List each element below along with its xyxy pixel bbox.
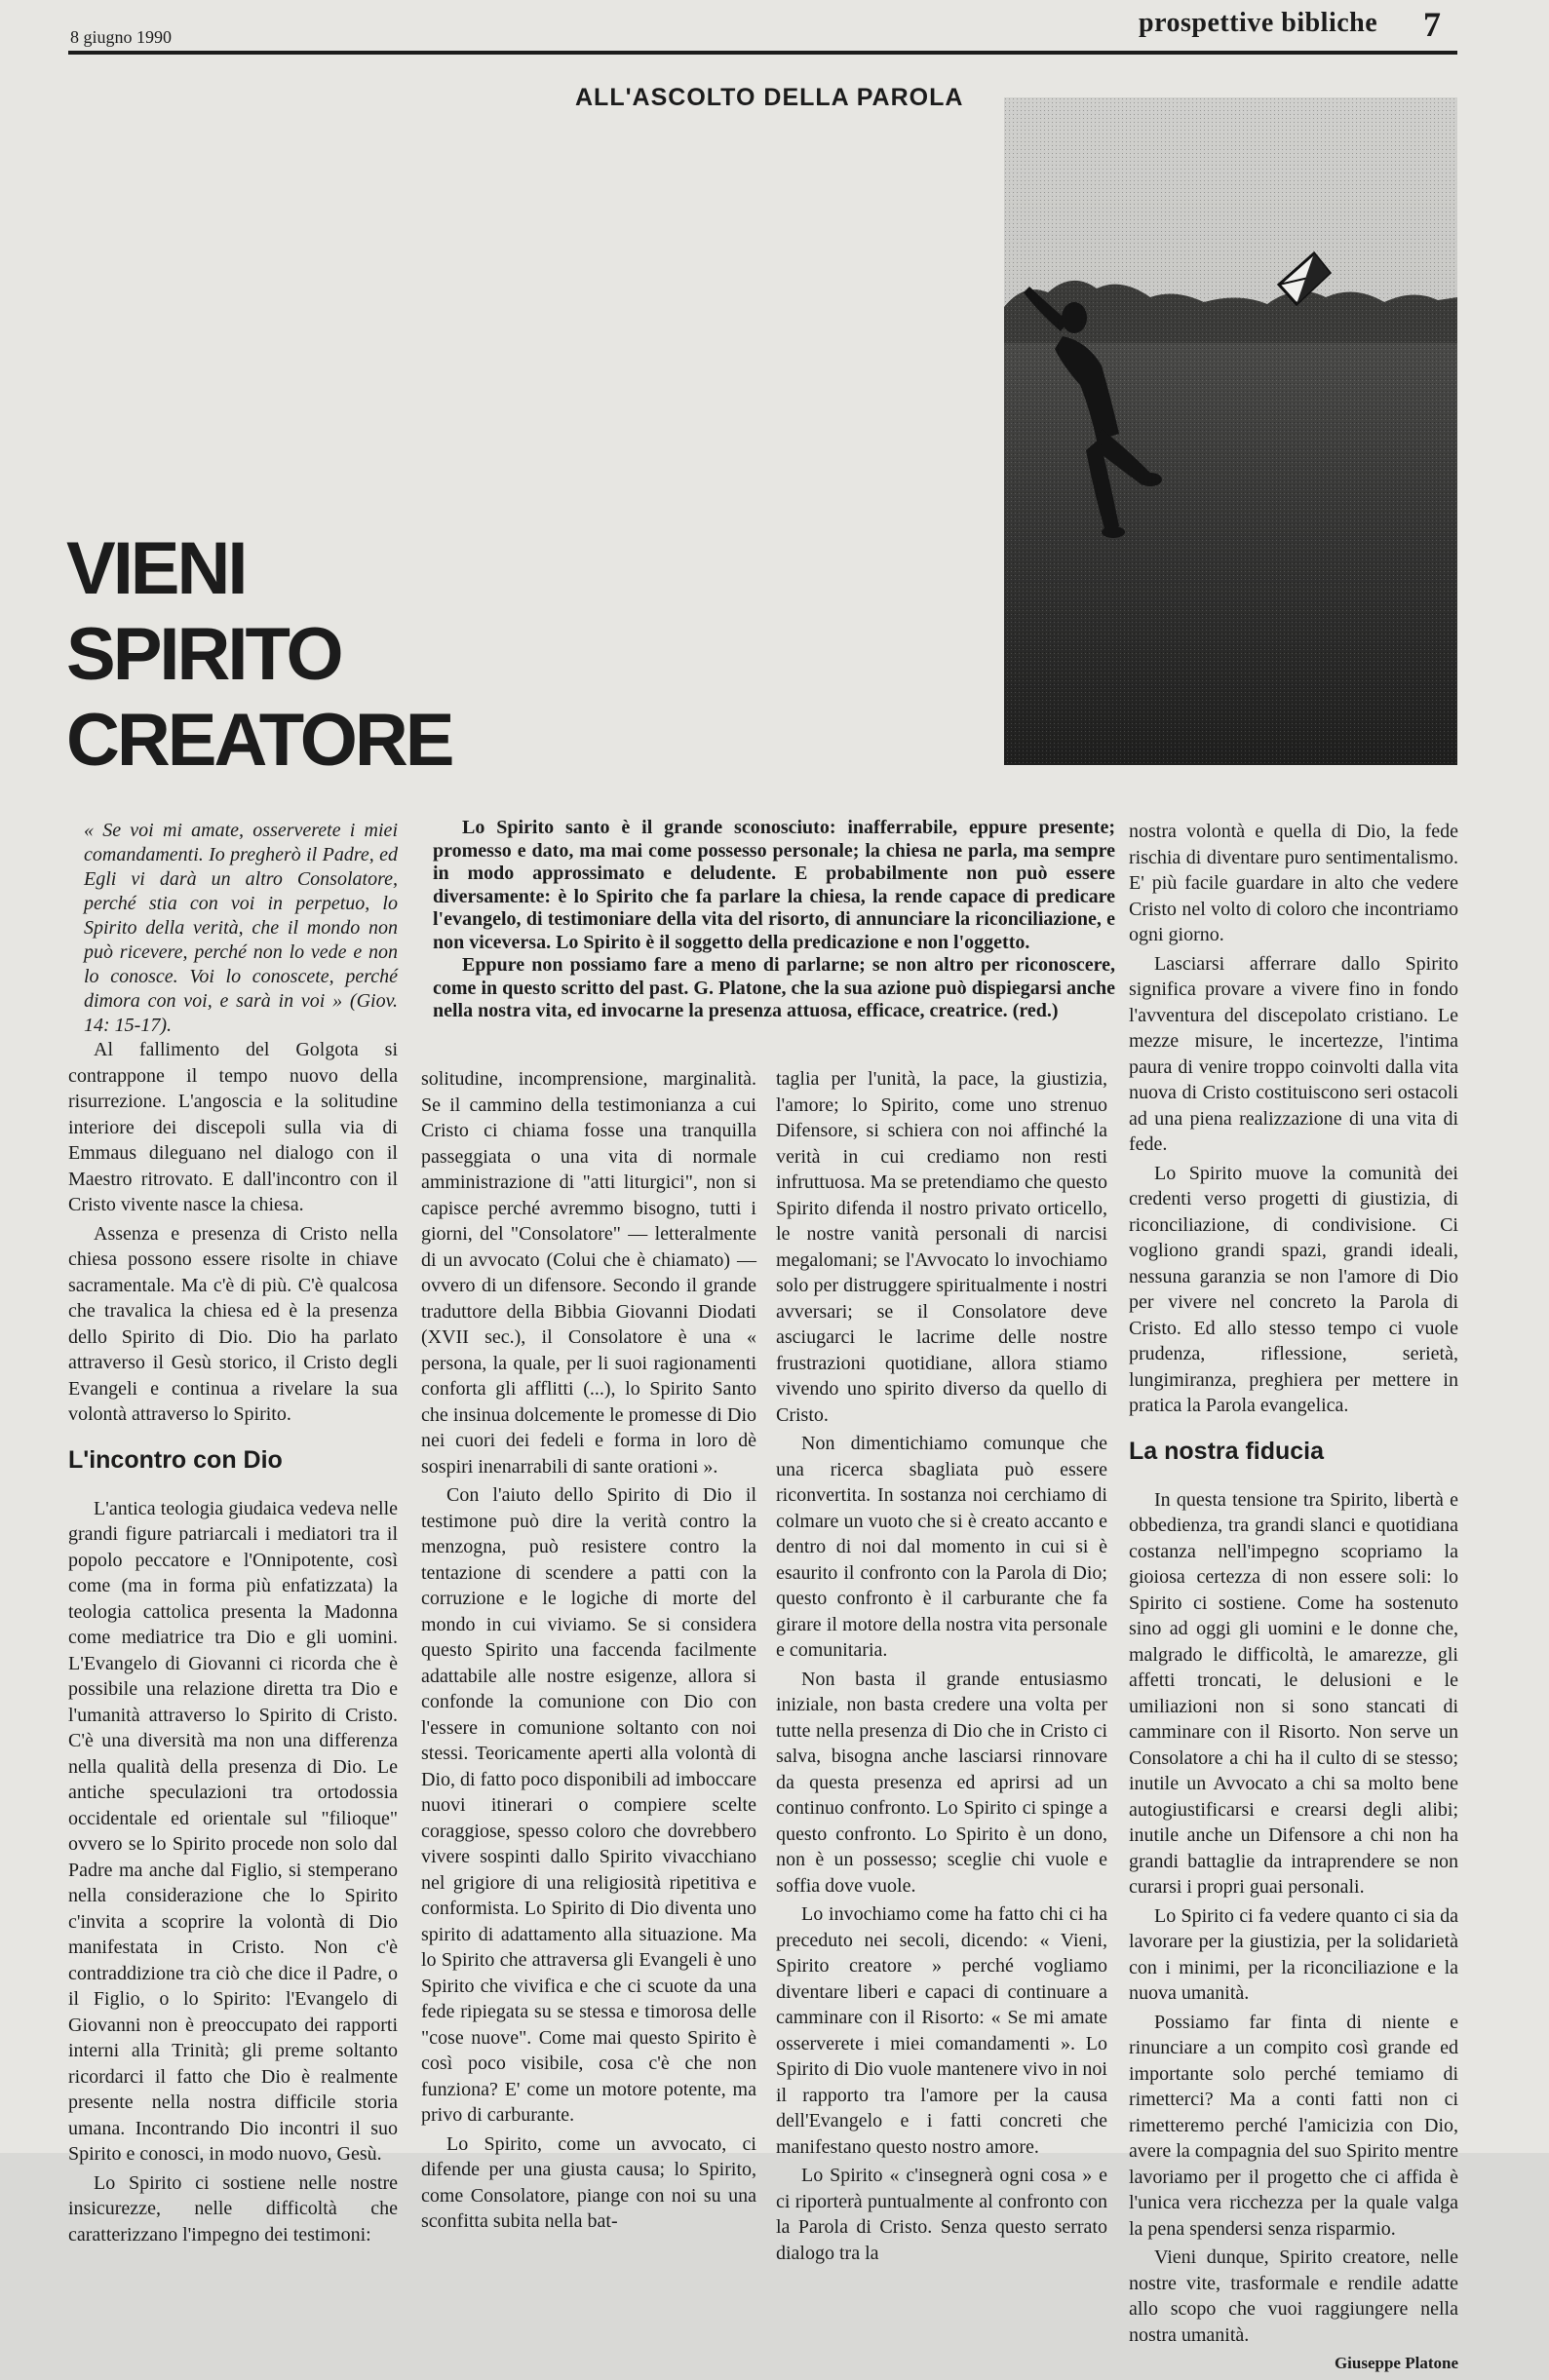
title-line: SPIRITO [66, 613, 341, 696]
paragraph: Possiamo far finta di niente e rinunciare a un compito così grande ed importante solo perché temiamo di rimetterci? Ma a conti fatti non ci rimetteremo perché l'amicizia con Dio, avere la compagnia del suo Spirito mentre lavoriamo per il progetto che ci affida è l'unica vera ricchezza per la quale valga la pena spendersi senza risparmio. [1129, 2011, 1458, 2240]
intro-paragraph: Lo Spirito santo è il grande sconosciuto: inafferrabile, eppure presente; promesso e dato, ma mai come possesso personale; la chiesa ne parla, ma sempre in modo approssimato e deludente. E probabilmente non può essere diversamente: è lo Spirito che fa parlare la chiesa, la rende capace di predicare l'evangelo, di testimoniare della vita del risorto, di annunciare la riconciliazione, e non viceversa. Lo Spirito è il soggetto della predicazione e non l'oggetto. [433, 817, 1115, 953]
section-heading: La nostra fiducia [1129, 1437, 1325, 1465]
page-number: 7 [1423, 5, 1441, 44]
kite-photo [1004, 97, 1457, 765]
paragraph: nostra volontà e quella di Dio, la fede rischia di diventare puro sentimentalismo. E' più facile guardare in alto che vedere Cristo nel volto di coloro che incontriamo ogni giorno. [1129, 821, 1458, 945]
section-heading: L'incontro con Dio [68, 1445, 283, 1474]
paragraph: Al fallimento del Golgota si contrappone il tempo nuovo della risurrezione. L'angoscia e la solitudine interiore dei discepoli sulla via di Emmaus dileguano nel dialogo con il Maestro ritrovato. E dall'incontro con il Cristo vivente nasce la chiesa. [68, 1039, 398, 1215]
article-title [66, 526, 451, 784]
paragraph: Lo Spirito ci fa vedere quanto ci sia da lavorare per la giustizia, per la solidarietà con i minimi, per la riconciliazione e la nuova umanità. [1129, 1904, 1458, 2004]
paragraph: Lo Spirito ci sostiene nelle nostre insicurezze, nelle difficoltà che caratterizzano l'impegno dei testimoni: [68, 2171, 398, 2246]
intro-paragraph: Eppure non possiamo fare a meno di parlarne; se non altro per riconoscere, come in questo scritto del past. G. Platone, che la sua azione può dispiegarsi anche nella nostra vita, ed invocarne la presenza attuosa, efficace, creatrice. (red.) [433, 954, 1115, 1021]
paragraph: Non dimentichiamo comunque che una ricerca sbagliata può essere riconvertita. In sostanza noi cerchiamo di colmare un vuoto che si è creato accanto e dentro di noi dal momento in cui si è esaurito il confronto con la Parola di Dio; questo confronto è il carburante che fa girare il motore della nostra vita personale e comunitaria. [776, 1433, 1107, 1661]
publication-name: prospettive bibliche [1139, 8, 1378, 38]
article-column-2 [421, 1066, 756, 2238]
paragraph: Non basta il grande entusiasmo iniziale, non basta credere una volta per tutte nella presenza di Dio che in Cristo ci salva, bisogna anche lasciarsi rinnovare da questa presenza ed aprirsi ad un continuo confronto. Lo Spirito ci spinge a questo confronto. Lo Spirito è un dono, non è un possesso; sceglie chi vuole e soffia dove vuole. [776, 1668, 1107, 1897]
title-line: VIENI [66, 527, 246, 610]
author-signature: Giuseppe Platone [1334, 2354, 1458, 2372]
editorial-intro [433, 817, 1115, 1023]
paragraph: Con l'aiuto dello Spirito di Dio il testimone può dire la verità contro la menzogna, può resistere contro la tentazione di scendere a patti con la corruzione e le logiche di morte del mondo in cui viviamo. Se si considera questo Spirito una faccenda facilmente adattabile alle nostre esigenze, allora si confonde la comunione con Dio con l'essere in comunione soltanto con noi stessi. Teoricamente aperti alla volontà di Dio, di fatto poco disponibili ad imboccare nuovi itinerari o compiere scelte coraggiose, spesso coloro che dovrebbero vivere sospinti dallo Spirito vivacchiano nel grigiore di una religiosità ripetitiva e conformista. Lo Spirito di Dio diventa uno spirito di adattamento alla situazione. Ma lo Spirito che attraversa gli Evangeli è uno Spirito che vivifica e che ci scuote da una fede ripiegata su se stessa e timorosa delle "cose nuove". Come mai questo Spirito è così poco visibile, cosa c'è che non funziona? E' come un motore potente, ma privo di carburante. [421, 1484, 756, 2126]
paragraph: Vieni dunque, Spirito creatore, nelle nostre vite, trasformale e rendile adatte allo scopo che vuoi raggiungere nella nostra umanità. [1129, 2246, 1458, 2346]
paragraph: Lo Spirito muove la comunità dei credenti verso progetti di giustizia, di riconciliazione, di condivisione. Ci vogliono grandi spazi, grandi ideali, nessuna garanzia se non l'amore di Dio per vivere nel concreto la Parola di Cristo. Ed allo stesso tempo ci vuole prudenza, riflessione, serietà, lungimiranza, preghiera per mettere in pratica la Parola evangelica. [1129, 1162, 1458, 1416]
paragraph: Lo Spirito, come un avvocato, ci difende per una giusta causa; lo Spirito, come Consolatore, piange con noi su una sconfitta subita nella bat- [421, 2132, 756, 2232]
paragraph: Assenza e presenza di Cristo nella chiesa possono essere risolte in chiave sacramentale. Ma c'è di più. C'è qualcosa che travalica la chiesa ed è la presenza dello Spirito di Dio. Dio ha parlato attraverso il Gesù storico, il Cristo degli Evangeli e continua a rivelare la sua volontà attraverso lo Spirito. [68, 1222, 398, 1425]
title-line: CREATORE [66, 699, 452, 782]
paragraph: solitudine, incomprensione, marginalità. Se il cammino della testimonianza a cui Cristo ci chiama fosse una tranquilla passeggiata o una vita di normale amministrazione di "atti liturgici", non si capisce perché avremmo bisogno, tutti i giorni, del "Consolatore" — letteralmente di un avvocato (Colui che è chiamato) — ovvero di un difensore. Secondo il grande traduttore della Bibbia Giovanni Diodati (XVII sec.), il Consolatore è una « persona, la quale, per li suoi ragionamenti conforta gli afflitti (...), lo Spirito Santo che insinua dolcemente le promesse di Dio nei cuori dei fedeli e forma in loro dè sospiri inenarrabili di sante orationi ». [421, 1068, 756, 1478]
paragraph: L'antica teologia giudaica vedeva nelle grandi figure patriarcali i mediatori tra il popolo peccatore e l'Onnipotente, così come (ma in forma più enfatizzata) la teologia cattolica presenta la Madonna come mediatrice tra Dio e gli uomini. L'Evangelo di Giovanni ci ricorda che è possibile una relazione diretta tra Dio e l'umanità attraverso lo Spirito di Cristo. C'è una diversità ma non una differenza nella qualità della presenza di Dio. Le antiche speculazioni tra ortodossia occidentale ed orientale sul "filioque" ovvero se lo Spirito procede non solo dal Padre ma anche dal Figlio, si stemperano nella considerazione che lo Spirito c'invita a scoprire la volontà di Dio manifestata in Cristo. Non c'è contraddizione tra ciò che dice il Padre, o il Figlio, o lo Spirito: l'Evangelo di Giovanni non è preoccupato dei rapporti interni alla Trinità; gli preme soltanto ricordarci il fatto che Dio è realmente presente nella nostra difficile storia umana. Incontrando Dio incontri il suo Spirito e conosci, in modo nuovo, Gesù. [68, 1497, 398, 2165]
header-rule [68, 51, 1457, 55]
section-rubric: ALL'ASCOLTO DELLA PAROLA [575, 84, 964, 111]
paragraph: Lo invochiamo come ha fatto chi ci ha preceduto nei secoli, dicendo: « Vieni, Spirito creatore » perché vogliamo diventare liberi e capaci di continuare a camminare con il Risorto: « Se mi amate osserverete i miei comandamenti ». Lo Spirito di Dio vuole mantenere vivo in noi il rapporto tra l'amore per la causa dell'Evangelo e i fatti concreti che manifestano questo nostro amore. [776, 1903, 1107, 2158]
paragraph: In questa tensione tra Spirito, libertà e obbedienza, tra grandi slanci e quotidiana costanza nell'impegno scopriamo la gioiosa certezza di non essere soli: lo Spirito ci sostiene. Come ha sostenuto sino ad oggi gli uomini e le donne che, malgrado le difficoltà, le amarezze, gli affetti troncati, le delusioni e le umiliazioni non si sono stancati di camminare con il Risorto. Non serve un Consolatore a chi ha il culto di se stesso; inutile un Avvocato a chi sa molto bene autogiustificarsi e crearsi degli alibi; inutile anche un Difensore a chi non ha grandi battaglie da intraprendere se non curarsi i propri guai personali. [1129, 1488, 1458, 1898]
article-column-3 [776, 1066, 1107, 2269]
article-column-1 [68, 1037, 398, 2250]
article-column-4 [1129, 819, 1458, 2380]
paragraph: Lo Spirito « c'insegnerà ogni cosa » e ci riporterà puntualmente al confronto con la Parola di Cristo. Senza questo serrato dialogo tra la [776, 2165, 1107, 2264]
issue-date: 8 giugno 1990 [70, 27, 173, 47]
paragraph: Lasciarsi afferrare dallo Spirito significa provare a vivere fino in fondo l'avventura del discepolato cristiano. Le mezze misure, le incertezze, l'intima paura di venire troppo coinvolti dalla vita nuova di Cristo costituiscono seri ostacoli ad una piena realizzazione di una vita di fede. [1129, 952, 1458, 1155]
paragraph: taglia per l'unità, la pace, la giustizia, l'amore; lo Spirito, come uno strenuo Difensore, si schiera con noi affinché la verità in cui crediamo non resti infruttuosa. Ma se pretendiamo che questo Spirito difenda il nostro privato orticello, le nostre vanità personali di narcisi megalomani; se l'Avvocato lo invochiamo solo per distruggere spiritualmente i nostri avversari; se il Consolatore deve asciugarci le lacrime delle nostre frustrazioni quotidiane, allora stiamo vivendo uno spirito diverso da quello di Cristo. [776, 1068, 1107, 1426]
epigraph-quote: « Se voi mi amate, osserverete i miei comandamenti. Io pregherò il Padre, ed Egli vi darà un altro Consolatore, perché stia con voi in perpetuo, lo Spirito della verità, che il mondo non può ricevere, perché non lo vede e non lo conosce. Voi lo conoscete, perché dimora con voi, e sarà in voi » (Giov. 14: 15-17). [84, 820, 398, 1036]
